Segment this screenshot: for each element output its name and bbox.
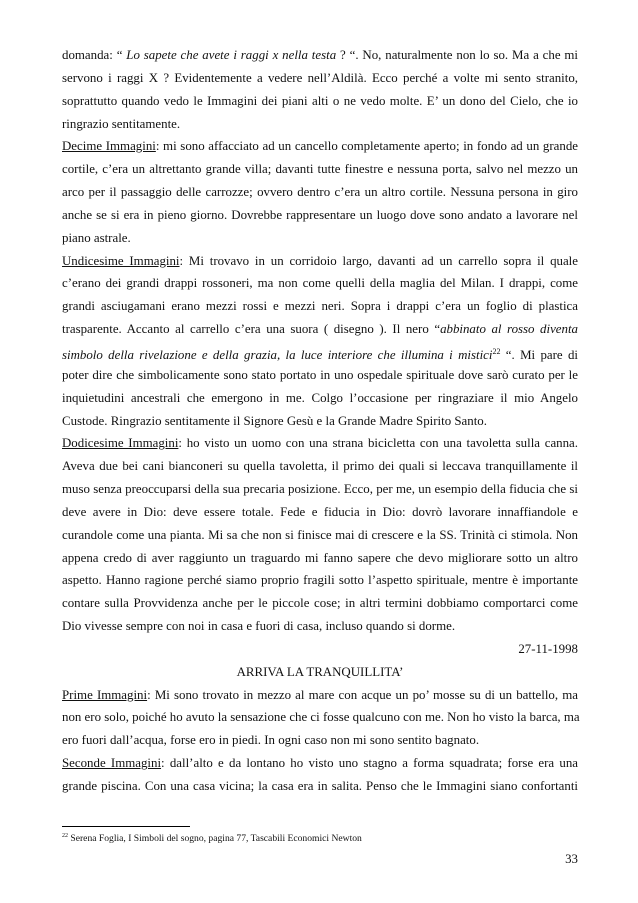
- text-line: simbolo della rivelazione e della grazia, la luce interiore che illumina i mistici$^{22}$ “. Mi pare di: [62, 346, 578, 362]
- quoted-italic: Lo sapete che avete i raggi x nella testa: [126, 48, 337, 62]
- text-line: Dio vivesse sempre con noi in casa e fuori di casa, incluso quando si dorme.: [62, 619, 456, 634]
- text-line: arco per il passaggio delle carrozze; ovvero dentro c’era un altro cortile. Nessuna persona in giro: [62, 185, 578, 200]
- chapter-title: ARRIVA LA TRANQUILLITA’: [236, 664, 404, 679]
- text-line: c’erano dei grandi drappi rossoneri, ma non come quelli della maglia del Milan. I drappi, come: [62, 276, 578, 291]
- body-text: [62, 44, 578, 798]
- footnote-divider: [62, 826, 190, 827]
- text-line: contare sulla Provvidenza anche per le piccole cose; in altri termini dobbiamo comportarci come: [62, 596, 578, 611]
- text-line: Undicesime Immagini: Mi trovavo in un corridoio largo, davanti ad un carrello sopra il quale: [62, 253, 578, 268]
- text-line: Custode. Ringrazio sentitamente il Signore Gesù e la Grande Madre Spirito Santo.: [62, 413, 487, 428]
- section-heading-prime: Prime Immagini: [62, 687, 148, 702]
- text-line: deve avere in Dio: deve essere totale. Fede e fiducia in Dio: dovrò lavorare innaffiandole e: [62, 504, 578, 519]
- text-line: ero fuori dall’acqua, forse ero in piedi. In ogni caso non mi sono sentito bagnato.: [62, 733, 480, 748]
- footnote-text: Serena Foglia, I Simboli del sogno, pagina 77, Tascabili Economici Newton: [68, 833, 362, 844]
- text-line: Dodicesime Immagini: ho visto un uomo con una strana bicicletta con una tavoletta sulla canna.: [62, 436, 578, 451]
- quoted-italic: abbinato al rosso diventa: [440, 322, 579, 337]
- page-number: 33: [565, 852, 578, 866]
- text-line: inquietudini ancestrali che emergono in me. Colgo l’occasione per ringraziare il mio Angelo: [62, 390, 578, 405]
- text-line: Aveva due bei cani bianconeri su quella tavoletta, il primo dei quali si leccava tranquillamente il: [62, 459, 578, 474]
- text-line: anche se si era in pieno giorno. Dovrebbe rappresentare un luogo dove sono andato a lavorare nel: [62, 207, 578, 222]
- footnote-ref: 22: [492, 346, 501, 356]
- text-line: trasparente. Accanto al carrello c’era una suora ( disegno ). Il nero “abbinato al rosso diventa: [62, 322, 579, 337]
- section-heading-decime: Decime Immagini: [62, 139, 156, 154]
- text-line: Seconde Immagini: dall’alto e da lontano ho visto uno stagno a forma squadrata; forse era una: [62, 756, 578, 771]
- text-line: aspetto. Hanno ragione perché siamo proprio fragili sotto l’aspetto spirituale, mentre è importante: [62, 573, 578, 588]
- section-heading-undicesime: Undicesime Immagini: [62, 253, 180, 268]
- text-line: muso senza preoccuparsi della sua precaria posizione. Ecco, per me, un esempio della fiducia che si: [62, 482, 578, 497]
- text-line: curandole come una pianta. Mi sa che non si finisce mai di crescere e la SS. Trinità ci stimola. Non: [62, 527, 578, 542]
- text-line: cortile, c’era un altrettanto grande villa; davanti tutte finestre e nessuna porta, salvo nel mezzo un: [62, 162, 578, 177]
- footnote-number: 22: [62, 833, 68, 839]
- section-heading-seconde: Seconde Immagini: [62, 756, 162, 771]
- text-line: non ero solo, poiché ho avuto la sensazione che ci fosse qualcuno con me. Non ho visto la barca, ma: [62, 710, 580, 725]
- text-line: ringrazio sentitamente.: [62, 116, 181, 131]
- text-line: poter dire che simbolicamente sono stato portato in uno ospedale spirituale dove sarò curato per le: [62, 367, 578, 382]
- text-line: appena credo di aver raggiunto un traguardo mi fanno sapere che devo migliorare sotto un altro: [62, 550, 578, 565]
- footnote: [62, 830, 362, 845]
- text-line: Decime Immagini: mi sono affacciato ad un cancello completamente aperto; in fondo ad un grande: [62, 139, 578, 154]
- text-line: domanda: “ Lo sapete che avete i raggi x nella testa ? “. No, naturalmente non lo so. Ma a che mi: [62, 48, 579, 62]
- section-heading-dodicesime: Dodicesime Immagini: [62, 436, 179, 451]
- text-line: grandi asciugamani erano mezzi rossi e mezzi neri. Sopra i drappi c’era un foglio di plastica: [62, 299, 578, 314]
- text-line: soprattutto quando vedo le Immagini dei piani alti o ne vedo molte. E’ un dono del Cielo, che io: [62, 93, 578, 108]
- text-line: servono i raggi X ? Evidentemente a vedere nell’Aldilà. Ecco perché a volte mi sento stranito,: [62, 70, 578, 85]
- quoted-italic: simbolo della rivelazione e della grazia, la luce interiore che illumina i mistici: [62, 347, 493, 362]
- entry-date: 27-11-1998: [518, 641, 578, 656]
- text-line: piano astrale.: [62, 230, 131, 245]
- text-line: Prime Immagini: Mi sono trovato in mezzo al mare con acque un po’ mosse su di un battello, ma: [62, 687, 578, 702]
- text-line: grande piscina. Con una casa vicina; la casa era in salita. Penso che le Immagini siano confortanti: [62, 779, 578, 793]
